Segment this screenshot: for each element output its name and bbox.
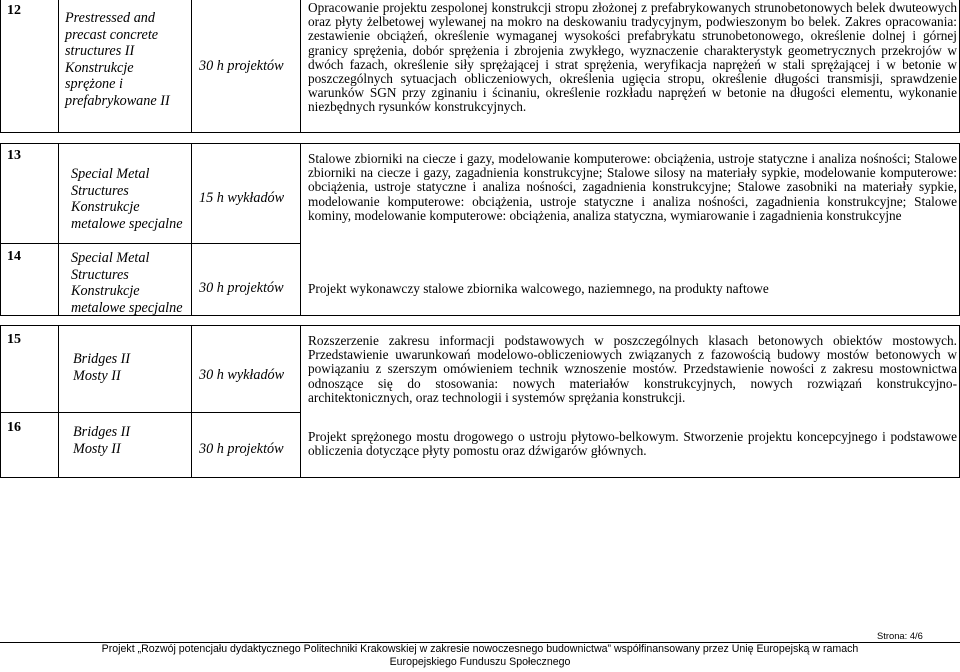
hours-label: 30 h projektów xyxy=(199,58,284,74)
table-row xyxy=(1,326,960,412)
row-number: 14 xyxy=(7,249,21,264)
subject-name: Bridges II Mosty II xyxy=(73,351,131,384)
course-description: Projekt wykonawczy stalowe zbiornika walcowego, naziemnego, na produkty naftowe xyxy=(308,281,769,296)
row-number: 15 xyxy=(7,332,21,347)
row-number: 16 xyxy=(7,420,21,435)
course-description: Projekt sprężonego mostu drogowego o ustroju płytowo-belkowym. Stworzenie projektu koncepcyjnego i podstawowe obliczenia dotyczące płyty pomostu oraz dźwigarów głównych. xyxy=(308,429,957,459)
course-description: Rozszerzenie zakresu informacji podstawowych w poszczególnych klasach betonowych obiektów mostowych. Przedstawienie uwarunkowań modelowo-obliczeniowych związanych z fazowością budowy mostów betonowych w powiązaniu z szerszym omówieniem technik wznoszenie mostów. Przedstawienie nowości z zakresu mostownictwa odnoszące się do stosowania: nowych materiałów konstrukcyjnych, nowych rozwiązań konstrukcyjno-architektonicznych, oraz technologii i systemów sprężania konstrukcji. xyxy=(308,333,957,405)
table-row xyxy=(1,243,960,317)
row-number: 13 xyxy=(7,148,21,163)
footer-line-2: Europejskiego Funduszu Społecznego xyxy=(389,656,571,668)
hours-label: 30 h wykładów xyxy=(199,367,285,383)
table-group-12 xyxy=(0,0,960,133)
hours-label: 15 h wykładów xyxy=(199,190,285,206)
hours-label: 30 h projektów xyxy=(199,280,284,296)
table-row xyxy=(1,0,960,133)
table-row xyxy=(1,144,960,243)
subject-name: Special Metal Structures Konstrukcje metalowe specjalne xyxy=(71,250,183,316)
subject-name: Special Metal Structures Konstrukcje metalowe specjalne xyxy=(71,166,183,232)
table-group-13-14 xyxy=(0,143,960,316)
footer-line-1: Projekt „Rozwój potencjału dydaktycznego Politechniki Krakowskiej w zakresie nowoczesnego budownictwa” współfinansowany przez Unię Europejską w ramach xyxy=(101,643,859,655)
table-group-15-16 xyxy=(0,325,960,478)
row-number: 12 xyxy=(7,3,21,18)
hours-label: 30 h projektów xyxy=(199,441,284,457)
table-row xyxy=(1,412,960,479)
subject-name: Bridges II Mosty II xyxy=(73,424,131,457)
subject-name: Prestressed and precast concrete structures II Konstrukcje sprężone i prefabrykowane II xyxy=(65,10,170,109)
course-description: Opracowanie projektu zespolonej konstrukcji stropu złożonej z prefabrykowanych strunobetonowych belek dwuteowych oraz płyty żelbetowej wylewanej na mokro na deskowaniu tradycyjnym, podwieszonym bo belek. Zakres opracowania: zestawienie obciążeń, określenie wymaganej wysokości prefabrykatu strunobetonowego, określenie dolnej i górnej granicy sprężenia, dobór sprężenia i zbrojenia zwykłego, wyznaczenie charakterystyk geometrycznych przekrojów w dwóch fazach, określenie siły sprężającej i strat sprężenia, weryfikacja naprężeń w stali sprężającej i w betonie w poszczególnych sytuacjach obliczeniowych, określenia ugięcia stropu, określenie długości transmisji, sprawdzenie warunków SGN przy zginaniu i ścinaniu, określenie rozkładu naprężeń w betonie na długości elementu, wykonanie niezbędnych rysunków konstrukcyjnych. xyxy=(308,0,957,115)
page-number: Strona: 4/6 xyxy=(877,630,923,641)
course-description: Stalowe zbiorniki na ciecze i gazy, modelowanie komputerowe: obciążenia, ustroje statyczne i analiza nośności; Stalowe zbiorniki na ciecze i gazy, zagadnienia konstrukcyjne; Stalowe silosy na materiały sypkie, modelowanie komputerowe: obciążenia, ustroje statyczne i analiza nośności, zagadnienia konstrukcyjne; Stalowe zasobniki na materiały sypkie, modelowanie komputerowe: obciążenia, ustroje statyczne i analiza nośności, zagadnienia konstrukcyjne; Stalowe kominy, modelowanie komputerowe: obciążenia, analiza statyczna, wymiarowanie i zagadnienia konstrukcyjne xyxy=(308,151,957,223)
